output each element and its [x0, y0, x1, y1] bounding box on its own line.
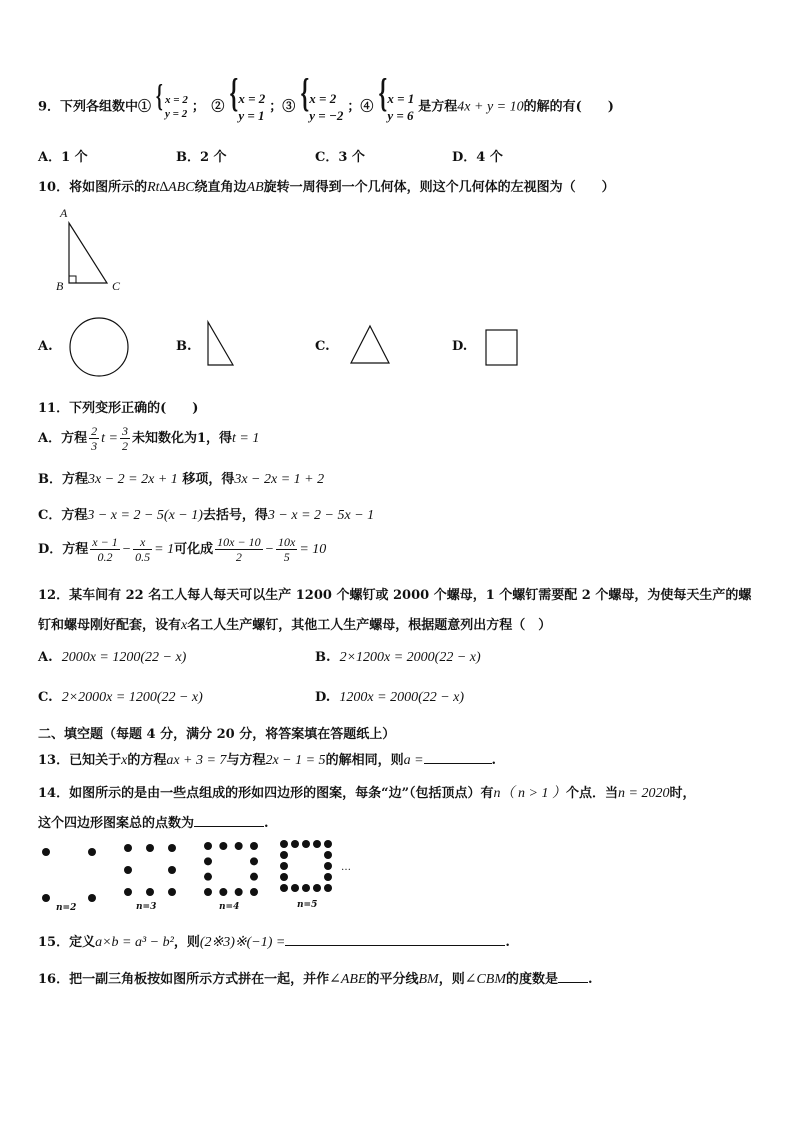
- q13-stem: 13．已知关于x的方程ax + 3 = 7与方程2x − 1 = 5的解相同，则a = .: [38, 753, 497, 768]
- q11-option-c[interactable]: C．方程3 − x = 2 − 5(x − 1)去括号，得3 − x = 2 − 5x − 1: [38, 508, 375, 523]
- pattern-dot: [235, 842, 243, 850]
- q11-option-a[interactable]: A．方程 $\frac{2}{3}$ t = $\frac{3}{2}$ 未知数化为1，得t = 1: [38, 424, 260, 453]
- pattern-dot: [168, 844, 176, 852]
- q10-option-b[interactable]: B.: [176, 339, 192, 354]
- dot-label-n4: n=4: [219, 902, 240, 912]
- q16-stem: 16．把一副三角板按如图所示方式拼在一起，并作∠ABE的平分线BM，则∠CBM的度数是 .: [38, 972, 593, 987]
- dot-label-n2: n=2: [56, 903, 77, 913]
- circle-view-icon: [68, 316, 132, 378]
- pattern-dot: [324, 873, 332, 881]
- q11-stem: 11．下列变形正确的( ): [38, 401, 199, 416]
- q10-stem: 10．将如图所示的Rt∆ABC绕直角边AB旋转一周得到一个几何体，则这个几何体的左视图为（ ）: [38, 180, 615, 195]
- q9-option-c[interactable]: C．3 个: [315, 150, 365, 165]
- q12-option-a[interactable]: A. 2000x = 1200(22 − x): [38, 650, 187, 665]
- pattern-dot: [204, 842, 212, 850]
- section-heading-fill-blank: 二、填空题（每题 4 分，满分 20 分，将答案填在答题纸上）: [38, 727, 396, 742]
- pattern-dot: [313, 884, 321, 892]
- q12-stem-line1: 12．某车间有 22 名工人每人每天可以生产 1200 个螺钉或 2000 个螺母，1 个螺钉需要配 2 个螺母，为使每天生产的螺: [38, 588, 752, 603]
- vertex-label-a: A: [60, 206, 68, 220]
- pattern-dot: [124, 866, 132, 874]
- q11-option-d[interactable]: D．方程 $\frac{x - 1}{0.2}$ − $\frac{x}{0.5}$ = 1可化成 $\frac{10x - 10}{2}$ − $\frac{10x}{5}$ = 10: [38, 535, 327, 564]
- dot-pattern-ellipsis: …: [341, 862, 351, 873]
- pattern-dot: [219, 842, 227, 850]
- pattern-dot: [204, 857, 212, 865]
- pattern-dot: [324, 840, 332, 848]
- dot-pattern-figure: [30, 840, 370, 900]
- pattern-dot: [324, 862, 332, 870]
- pattern-dot: [280, 873, 288, 881]
- q9-system-3: { x = 2 y = −2: [299, 90, 343, 124]
- q10-option-c[interactable]: C.: [315, 339, 330, 354]
- q10-option-d[interactable]: D.: [452, 339, 468, 354]
- q12-option-b[interactable]: B. 2×1200x = 2000(22 − x): [315, 650, 481, 665]
- q12-option-d[interactable]: D. 1200x = 2000(22 − x): [315, 690, 465, 705]
- pattern-dot: [324, 851, 332, 859]
- pattern-dot: [88, 848, 96, 856]
- q9-option-b[interactable]: B．2 个: [176, 150, 227, 165]
- q13-answer-blank[interactable]: [424, 751, 492, 764]
- q9-stem: 9．下列各组数中① { x = 2 y = 2 ； ② { x = 2 y = 1 ；③ { x = 2 y = −2 ；④ { x = 1 y = 6 是方程4x + y = 10的解的有( ): [38, 90, 614, 124]
- pattern-dot: [302, 884, 310, 892]
- pattern-dot: [168, 888, 176, 896]
- q14-stem-line2: 这个四边形图案总的点数为 .: [38, 816, 269, 831]
- pattern-dot: [250, 842, 258, 850]
- pattern-dot: [42, 894, 50, 902]
- pattern-dot: [250, 888, 258, 896]
- q9-option-d[interactable]: D．4 个: [452, 150, 503, 165]
- right-triangle-view-icon: [205, 320, 237, 368]
- pattern-dot: [324, 884, 332, 892]
- pattern-dot: [313, 840, 321, 848]
- isosceles-triangle-view-icon: [350, 324, 392, 366]
- q9-system-4: { x = 1 y = 6: [377, 90, 414, 124]
- pattern-dot: [280, 884, 288, 892]
- vertex-label-c: C: [112, 279, 121, 293]
- q14-answer-blank[interactable]: [194, 814, 264, 827]
- pattern-dot: [146, 844, 154, 852]
- q9-system-1: { x = 2 y = 2: [155, 93, 188, 121]
- q15-stem: 15．定义a×b = a³ − b²，则(2※3)※(−1) = .: [38, 935, 510, 950]
- pattern-dot: [280, 862, 288, 870]
- pattern-dot: [146, 888, 154, 896]
- q16-answer-blank[interactable]: [558, 970, 588, 983]
- pattern-dot: [250, 857, 258, 865]
- pattern-dot: [291, 884, 299, 892]
- pattern-dot: [280, 840, 288, 848]
- q10-option-a[interactable]: A.: [38, 339, 53, 354]
- pattern-dot: [250, 873, 258, 881]
- vertex-label-b: B: [56, 279, 64, 293]
- pattern-dot: [204, 873, 212, 881]
- pattern-dot: [168, 866, 176, 874]
- dot-label-n5: n=5: [297, 900, 318, 910]
- q12-option-c[interactable]: C. 2×2000x = 1200(22 − x): [38, 690, 203, 705]
- dot-label-n3: n=3: [136, 902, 157, 912]
- q12-stem-line2: 钉和螺母刚好配套，设有x名工人生产螺钉，其他工人生产螺母，根据题意列出方程（ ）: [38, 618, 552, 633]
- pattern-dot: [204, 888, 212, 896]
- pattern-dot: [124, 844, 132, 852]
- pattern-dot: [124, 888, 132, 896]
- pattern-dot: [280, 851, 288, 859]
- rectangle-view-icon: [484, 328, 520, 368]
- pattern-dot: [235, 888, 243, 896]
- q14-stem-line1: 14．如图所示的是由一些点组成的形如四边形的图案，每条“边”（包括顶点）有n（ n > 1 ）个点．当n = 2020时，: [38, 786, 696, 801]
- q9-option-a[interactable]: A．1 个: [38, 150, 88, 165]
- pattern-dot: [302, 840, 310, 848]
- q11-option-b[interactable]: B．方程3x − 2 = 2x + 1 移项，得3x − 2x = 1 + 2: [38, 472, 325, 487]
- pattern-dot: [219, 888, 227, 896]
- pattern-dot: [88, 894, 96, 902]
- q9-system-2: { x = 2 y = 1: [228, 90, 265, 124]
- pattern-dot: [42, 848, 50, 856]
- q15-answer-blank[interactable]: [285, 933, 505, 946]
- pattern-dot: [291, 840, 299, 848]
